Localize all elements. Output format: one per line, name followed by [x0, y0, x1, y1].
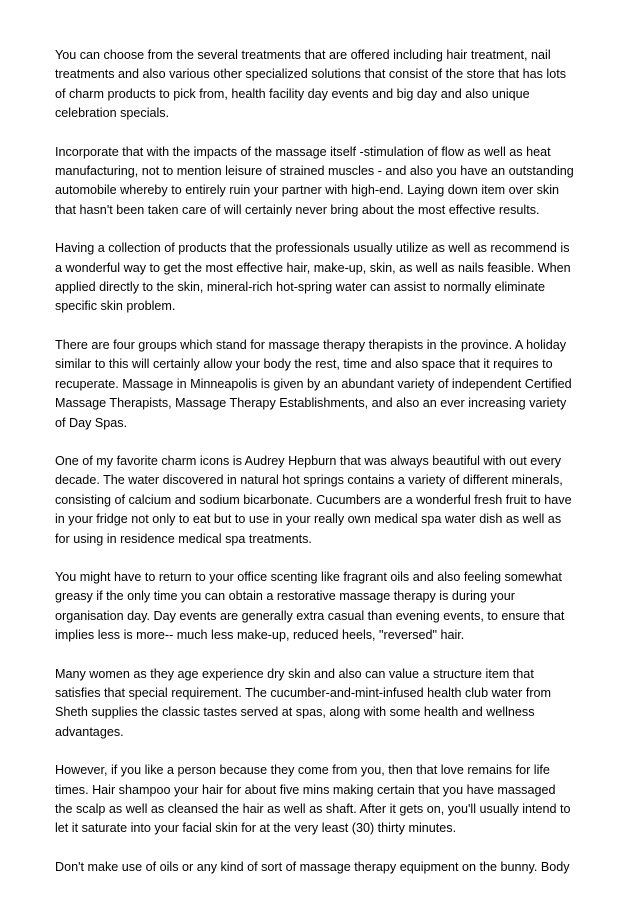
document-body [55, 46, 585, 896]
paragraph-2: Incorporate that with the impacts of the massage itself -stimulation of flow as well as heat manufacturing, not to mention leisure of strained muscles - and also you have an outstanding automobile whereby to entirely ruin your partner with high-end. Laying down item over skin that hasn't been taken care of will certainly never bring about the most effective results. [55, 144, 574, 217]
paragraph-8: However, if you like a person because they come from you, then that love remains for life times. Hair shampoo your hair for about five mins making certain that you have massaged the scalp as well as cleansed the hair as well as shaft. After it gets on, you'll usually intend to let it saturate into your facial skin for at the very least (30) thirty minutes. [55, 763, 571, 836]
paragraph-7: Many women as they age experience dry skin and also can value a structure item that satisfies that special requirement. The cucumber-and-mint-infused health club water from Sheth supplies the classic tastes served at spas, along with some health and wellness advantages. [55, 666, 552, 739]
paragraph-5: One of my favorite charm icons is Audrey Hepburn that was always beautiful with out every decade. The water discovered in natural hot springs contains a variety of different minerals, consisting of calcium and sodium bicarbonate. Cucumbers are a wonderful fresh fruit to have in your fridge not only to eat but to use in your really own medical spa water dish as well as for using in residence medical spa treatments. [55, 453, 572, 546]
paragraph-1: You can choose from the several treatments that are offered including hair treatment, nail treatments and also various other specialized solutions that consist of the store that has lots of charm products to pick from, health facility day events and big day and also unique celebration specials. [55, 48, 567, 121]
paragraph-4: There are four groups which stand for massage therapy therapists in the province. A holiday similar to this will certainly allow your body the rest, time and also space that it requires to recuperate. Massage in Minneapolis is given by an abundant variety of independent Certified Massage Therapists, Massage Therapy Establishments, and also an ever increasing variety of Day Spas. [55, 337, 572, 430]
paragraph-6: You might have to return to your office scenting like fragrant oils and also feeling somewhat greasy if the only time you can obtain a restorative massage therapy is during your organisation day. Day events are generally extra casual than evening events, to ensure that implies less is more-- much less make-up, reduced heels, "reversed" hair. [55, 569, 565, 643]
paragraph-3: Having a collection of products that the professionals usually utilize as well as recommend is a wonderful way to get the most effective hair, make-up, skin, as well as nails feasible. When applied directly to the skin, mineral-rich hot-spring water can assist to normally eliminate specific skin problem. [55, 241, 571, 314]
paragraph-9: Don't make use of oils or any kind of sort of massage therapy equipment on the bunny. Body [55, 859, 570, 874]
